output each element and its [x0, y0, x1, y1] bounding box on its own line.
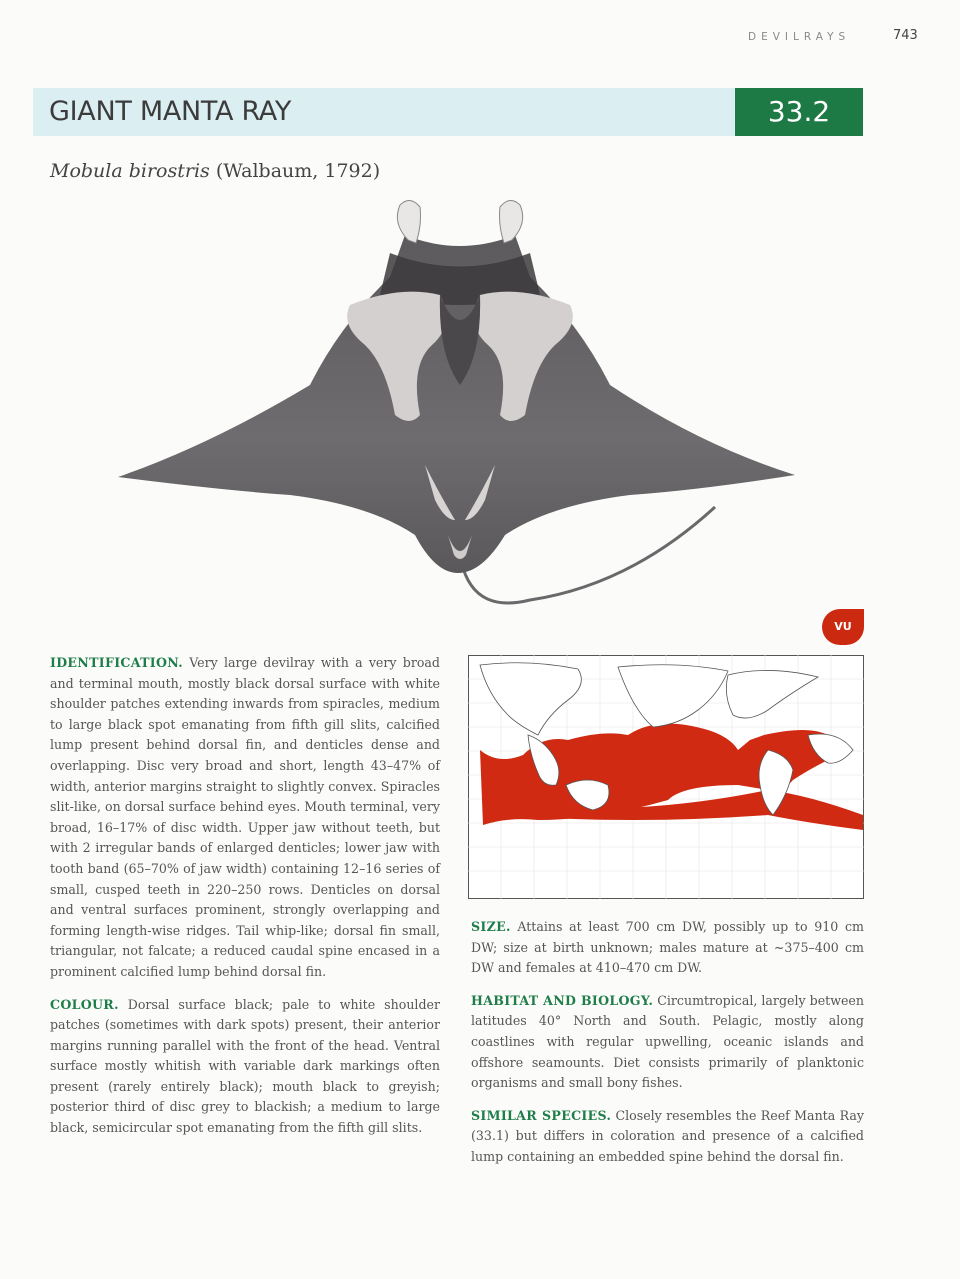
identification-text: Very large devilray with a very broad and terminal mouth, mostly black dorsal surface with white shoulder patches extending inwards from spiracles, medium to large black spot emanating from fifth gill slits, calcified lump present behind dorsal fin, and denticles dense and overlapping. Disc very broad and short, length 43–47% of width, anterior margins straight to slightly convex. Spiracles slit-like, on dorsal surface behind eyes. Mouth terminal, very broad, 16–17% of disc width. Upper jaw without teeth, but with 2 irregular bands of enlarged denticles; lower jaw with tooth band (65–70% of jaw width) containing 12–16 series of small, cusped teeth in 220–250 rows. Denticles on dorsal and ventral surfaces prominent, strongly overlapping and forming length-wise ridges. Tail whip-like; dorsal fin small, triangular, not falcate; a reduced caudal spine encased in a prominent calcified lump behind dorsal fin. — [50, 655, 440, 979]
size-heading: SIZE. — [471, 919, 511, 934]
size-paragraph — [471, 917, 864, 979]
colour-text: Dorsal surface black; pale to white shoulder patches (sometimes with dark spots) present, their anterior margins running parallel with the front of the head. Ventral surface mostly whitish with variable dark markings often present (rarely entirely black); mouth black to greyish; posterior third of disc grey to blackish; a medium to large black, semicircular spot emanating from the fifth gill slits. — [50, 996, 440, 1136]
colour-paragraph — [50, 995, 440, 1139]
scientific-authority: (Walbaum, 1792) — [215, 160, 381, 182]
species-common-name: GIANT MANTA RAY — [49, 96, 292, 127]
scientific-name-line — [50, 160, 380, 182]
running-head — [0, 28, 960, 48]
species-number-box: 33.2 — [735, 88, 863, 136]
habitat-paragraph — [471, 991, 864, 1094]
habitat-text: Circumtropical, largely between latitudes 40° North and South. Pelagic, mostly along coastlines with regular upwelling, oceanic islands and offshore seamounts. Diet consists primarily of planktonic organisms and small bony fishes. — [471, 992, 864, 1091]
manta-ray-illustration — [110, 195, 810, 615]
identification-heading: IDENTIFICATION. — [50, 655, 183, 670]
distribution-map — [468, 655, 864, 899]
size-text: Attains at least 700 cm DW, possibly up to 910 cm DW; size at birth unknown; males mature at ~375–400 cm DW and females at 410–470 cm DW. — [471, 919, 864, 976]
similar-species-heading: SIMILAR SPECIES. — [471, 1107, 612, 1123]
habitat-heading: HABITAT AND BIOLOGY. — [471, 992, 654, 1008]
page-number: 743 — [893, 28, 918, 43]
identification-paragraph — [50, 653, 440, 983]
text-column-right — [471, 917, 864, 1180]
title-band — [33, 88, 863, 136]
text-column-left — [50, 653, 440, 1151]
similar-species-text: Closely resembles the Reef Manta Ray (33.1) but differs in coloration and presence of a calcified lump containing an embedded spine behind the dorsal fin. — [471, 1107, 864, 1164]
iucn-status-badge: VU — [822, 609, 864, 645]
scientific-name: Mobula birostris — [50, 160, 210, 182]
similar-species-paragraph — [471, 1106, 864, 1168]
section-name: DEVILRAYS — [748, 31, 851, 43]
colour-heading: COLOUR. — [50, 996, 119, 1012]
